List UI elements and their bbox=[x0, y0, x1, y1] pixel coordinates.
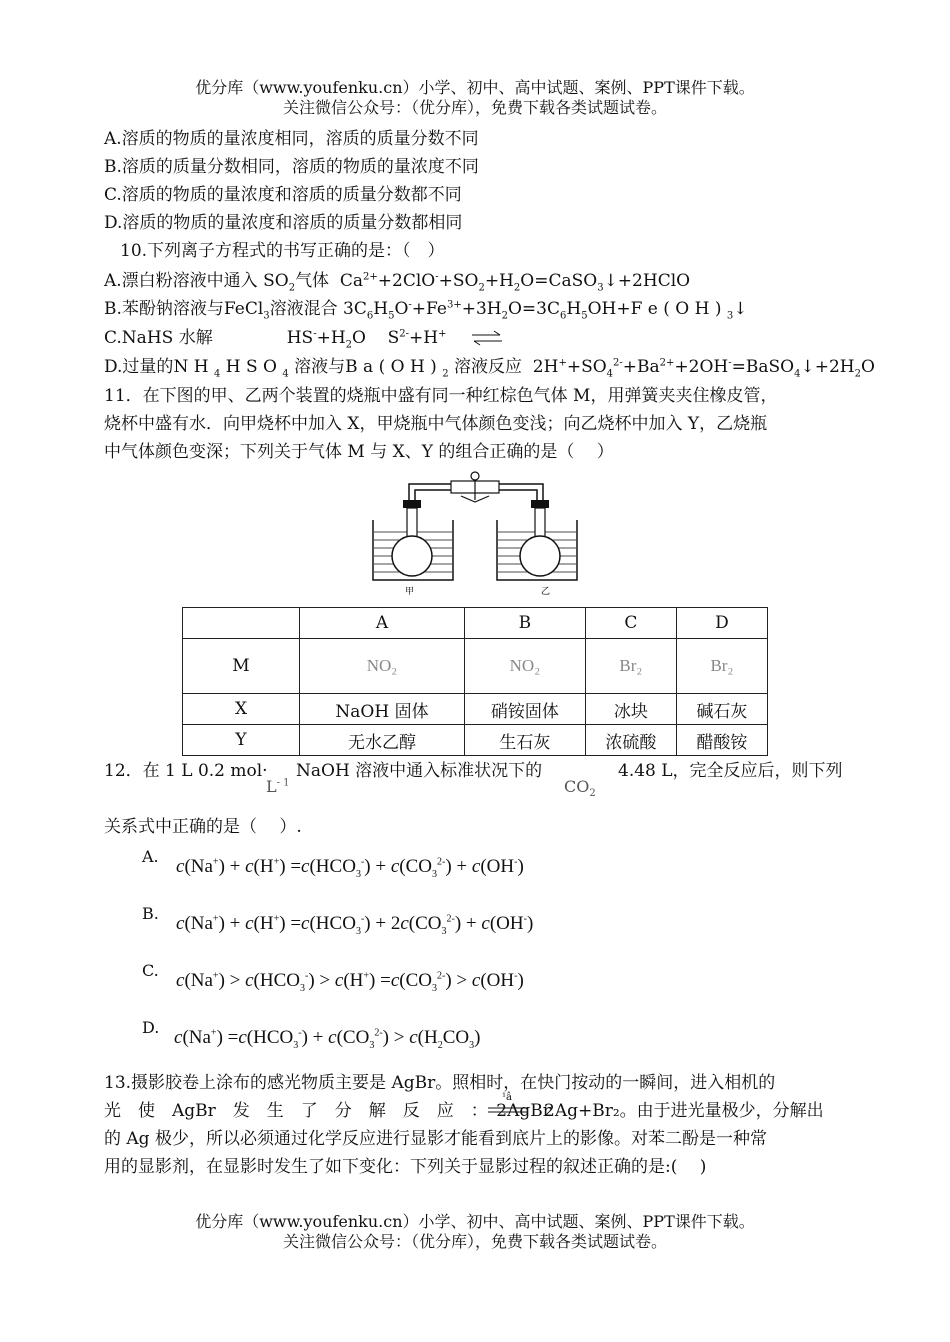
table-cell: 碱石灰 bbox=[676, 694, 767, 725]
q12-formula-c: $c(Na^+) > c(HCO_3^-) > c(H^+) =c(CO_3^{2-}) > c(OH^-)$ bbox=[176, 970, 524, 994]
q9-option-c: C.溶质的物质的量浓度和溶质的质量分数都不同 bbox=[104, 185, 462, 205]
table-cell: 生石灰 bbox=[464, 725, 585, 756]
q13-line-2b: 2Ag+Br₂。由于进光量极少，分解出 bbox=[544, 1101, 824, 1121]
table-cell: 硝铵固体 bbox=[464, 694, 585, 725]
q12-gas-text: CO bbox=[564, 777, 590, 796]
q12-formula-b: $c(Na^+) + c(H^+) =c(HCO_3^-) + 2c(CO_3^{2-}) + c(OH^-)$ bbox=[176, 913, 534, 937]
q12-formula-a: $c(Na^+) + c(H^+) =c(HCO_3^-) + c(CO_3^{2-}) + c(OH^-)$ bbox=[176, 856, 524, 880]
table-cell: 冰块 bbox=[585, 694, 676, 725]
table-row bbox=[183, 639, 768, 694]
table-cell: Y bbox=[183, 725, 300, 756]
q12-label-d: D. bbox=[142, 1018, 160, 1037]
table-row bbox=[183, 608, 768, 639]
q12-label-c: C. bbox=[142, 961, 159, 980]
q12-line-1 bbox=[104, 760, 268, 782]
header-line-2: 关注微信公众号：（优分库），免费下载各类试题试卷。 bbox=[282, 98, 667, 117]
table-row bbox=[183, 725, 768, 756]
q10-option-a: A.漂白粉溶液中通入 $SO_2$气体 $Ca^{2+}+2ClO^-+SO_2+H_2O=CaSO_3↓+2HClO$ bbox=[104, 271, 691, 294]
footer-line-1: 优分库（www.youfenku.cn）小学、初中、高中试题、案例、PPT课件下载。 bbox=[195, 1212, 755, 1231]
q10-option-d: D.过量的N H $_4$ H S O $_4$ 溶液与B a ( O H ) $_2$ 溶液反应 $2H^++SO_4^{2-}+Ba^{2+}+2OH^-=BaSO_4↓+2H_2O$ bbox=[104, 357, 875, 380]
q13-line-1: 13.摄影胶卷上涂布的感光物质主要是 AgBr。照相时，在快门按动的一瞬间，进入相机的 bbox=[104, 1073, 776, 1093]
q10-a-prefix: A.漂白粉溶液中通入 bbox=[104, 271, 258, 291]
q10-a-mid: 气体 bbox=[295, 271, 330, 291]
q11-line-1: 11．在下图的甲、乙两个装置的烧瓶中盛有同一种红棕色气体 M，用弹簧夹夹住橡皮管， bbox=[104, 386, 778, 406]
q11-line-3: 中气体颜色变深；下列关于气体 M 与 X、Y 的组合正确的是（ ） bbox=[104, 442, 614, 462]
q9-option-a: A.溶质的物质的量浓度相同，溶质的质量分数不同 bbox=[104, 129, 479, 149]
table-cell: Br₂ bbox=[585, 639, 676, 694]
q12-gas: $CO_2$ bbox=[564, 777, 596, 800]
table-header-cell: A bbox=[300, 608, 465, 639]
apparatus-figure bbox=[365, 470, 585, 600]
q10-d-mid1: 溶液与 bbox=[294, 357, 346, 377]
q11-line-2: 烧杯中盛有水．向甲烧杯中加入 X，甲烧瓶中气体颜色变浅；向乙烧杯中加入 Y，乙烧瓶 bbox=[104, 414, 768, 434]
table-cell: M bbox=[183, 639, 300, 694]
q10-d-prefix: D.过量的 bbox=[104, 357, 174, 377]
table-row bbox=[183, 694, 768, 725]
table-cell: Br₂ bbox=[676, 639, 767, 694]
q9-option-b: B.溶质的质量分数相同，溶质的物质的量浓度不同 bbox=[104, 157, 479, 177]
q12-label-b: B. bbox=[142, 904, 159, 923]
equilibrium-arrow-icon bbox=[470, 330, 504, 346]
q12-formula-d: $c(Na^+) =c(HCO_3^-) + c(CO_3^{2-}) > c(H_2CO_3)$ bbox=[174, 1027, 481, 1051]
q10-option-b: B.苯酚钠溶液与FeCl$_3$溶液混合 $3C_6H_5O^-+Fe^{3+}+3H_2O=3C_6H_5OH+F$ e ( O H ) $_3$↓ bbox=[104, 299, 748, 322]
footer-line-2: 关注微信公众号：（优分库），免费下载各类试题试卷。 bbox=[282, 1232, 667, 1251]
q12-line-2: 关系式中正确的是（ ）. bbox=[104, 817, 302, 837]
q12-part-1: 12．在 1 L 0.2 mol· bbox=[104, 761, 268, 781]
table-cell: NO₂ bbox=[464, 639, 585, 694]
q10-option-c: C.NaHS 水解 $HS^-+H_2O$ $S^{2-}+H^+$ bbox=[104, 328, 447, 351]
table-header-cell bbox=[183, 608, 300, 639]
q13-line-4: 用的显影剂，在显影时发生了如下变化：下列关于显影过程的叙述正确的是:( ) bbox=[104, 1157, 707, 1177]
q11-options-table bbox=[182, 607, 768, 756]
q13-line-3: 的 Ag 极少，所以必须通过化学反应进行显影才能看到底片上的影像。对苯二酚是一种常 bbox=[104, 1129, 767, 1149]
q13-condition: ¹â bbox=[502, 1092, 512, 1103]
header-line-1: 优分库（www.youfenku.cn）小学、初中、高中试题、案例、PPT课件下载。 bbox=[195, 78, 755, 97]
figure-label-left: 甲 bbox=[405, 587, 415, 597]
table-cell: X bbox=[183, 694, 300, 725]
table-cell: 无水乙醇 bbox=[300, 725, 465, 756]
equals-sign-icon bbox=[488, 1106, 528, 1114]
q12-unit-text: L bbox=[266, 777, 277, 796]
q10-d-mid2: 溶液反应 bbox=[454, 357, 522, 377]
q13-line-2a: 光 使 AgBr 发 生 了 分 解 反 应 ： 2AgBr bbox=[104, 1101, 551, 1121]
q10-stem: 10.下列离子方程式的书写正确的是：（ ） bbox=[120, 241, 445, 261]
table-header-cell: C bbox=[585, 608, 676, 639]
q10-b-prefix: B.苯酚钠溶液与 bbox=[104, 299, 224, 319]
table-header-cell: D bbox=[676, 608, 767, 639]
figure-label-right: 乙 bbox=[541, 587, 551, 597]
table-cell: 浓硫酸 bbox=[585, 725, 676, 756]
table-cell: NaOH 固体 bbox=[300, 694, 465, 725]
q10-c-prefix: C.NaHS 水解 bbox=[104, 328, 213, 348]
q9-option-d: D.溶质的物质的量浓度和溶质的质量分数都相同 bbox=[104, 213, 463, 233]
q10-b-mid: 溶液混合 bbox=[269, 299, 338, 319]
table-cell: NO₂ bbox=[300, 639, 465, 694]
q12-part-3: 4.48 L，完全反应后，则下列 bbox=[618, 761, 843, 781]
table-header-cell: B bbox=[464, 608, 585, 639]
q12-label-a: A. bbox=[142, 847, 159, 866]
table-cell: 醋酸铵 bbox=[676, 725, 767, 756]
q12-part-2: NaOH 溶液中通入标准状况下的 bbox=[296, 761, 543, 781]
q12-unit: $L^{- 1}$ bbox=[266, 777, 290, 796]
